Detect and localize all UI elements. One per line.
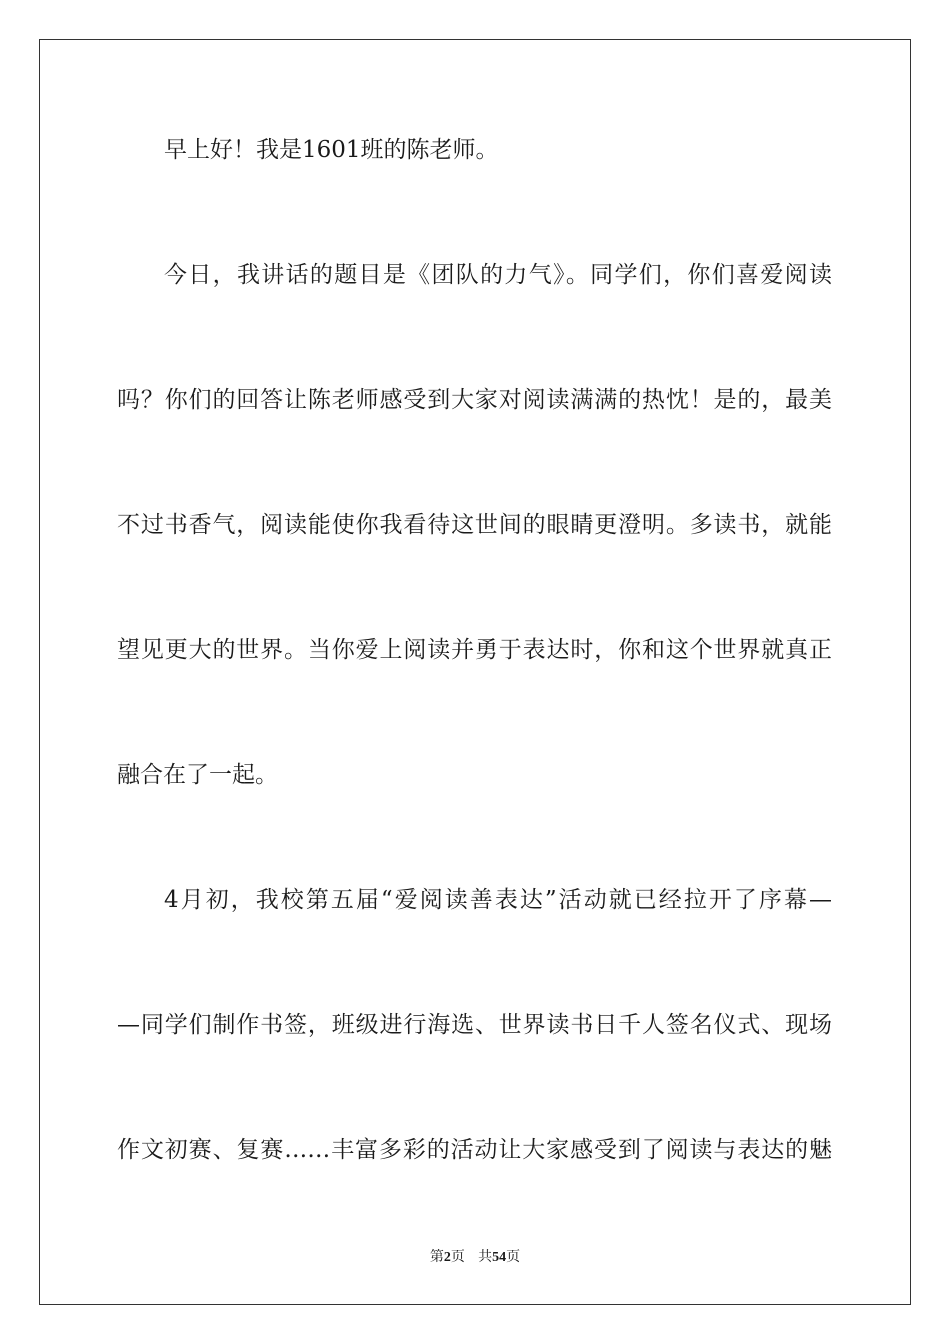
paragraph-activity-line-1: 4月初，我校第五届“爱阅读善表达”活动就已经拉开了序幕— (164, 887, 832, 913)
paragraph-topic-line-2: 吗？你们的回答让陈老师感受到大家对阅读满满的热忱！是的，最美 (117, 387, 832, 413)
footer-page-prefix: 第 (429, 1249, 444, 1265)
paragraph-greeting-line-1: 早上好！我是1601班的陈老师。 (164, 137, 499, 163)
footer-page-suffix: 页 (450, 1249, 465, 1265)
footer-total-prefix: 共 (478, 1249, 493, 1265)
paragraph-topic-line-3: 不过书香气，阅读能使你我看待这世间的眼睛更澄明。多读书，就能 (117, 512, 832, 538)
paragraph-topic-line-1: 今日，我讲话的题目是《团队的力气》。同学们，你们喜爱阅读 (164, 262, 832, 288)
page-border (39, 39, 911, 1305)
paragraph-activity-line-2: —同学们制作书签，班级进行海选、世界读书日千人签名仪式、现场 (117, 1012, 832, 1038)
page-footer (0, 1247, 950, 1268)
paragraph-topic-line-5: 融合在了一起。 (117, 762, 278, 788)
paragraph-topic-line-4: 望见更大的世界。当你爱上阅读并勇于表达时，你和这个世界就真正 (117, 637, 832, 663)
footer-page-number: 2 (443, 1250, 451, 1265)
footer-total-suffix: 页 (506, 1249, 521, 1265)
paragraph-activity-line-3: 作文初赛、复赛……丰富多彩的活动让大家感受到了阅读与表达的魅 (117, 1137, 832, 1163)
footer-total-pages: 54 (492, 1250, 507, 1265)
